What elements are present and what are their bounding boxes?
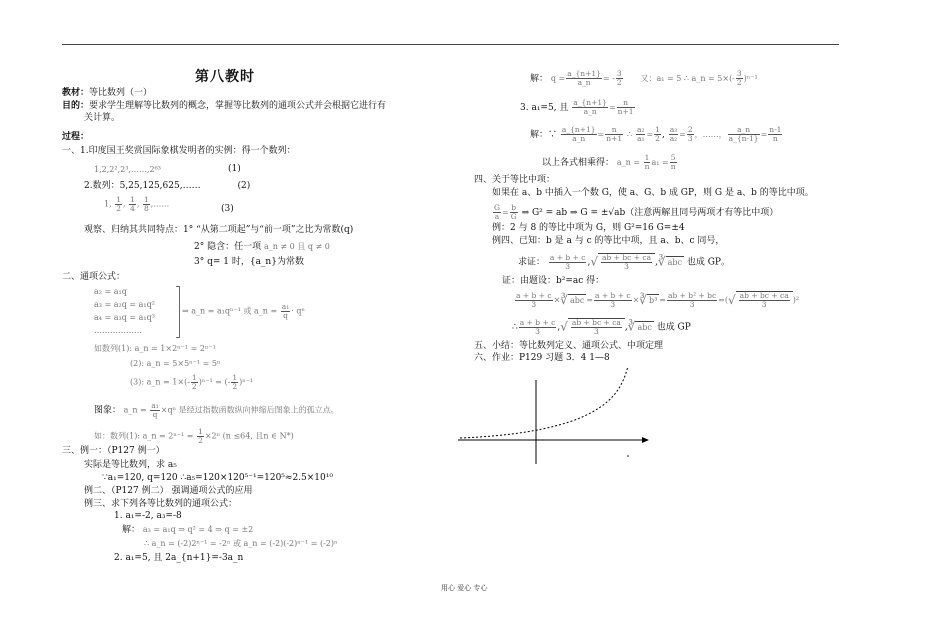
formula-result-tail: · qⁿ [291,306,305,316]
right-solution-also: 又：a₁ = 5 ∴ a_n = 5×(- [640,74,735,83]
right-item-3-head: 3. a₁=5, 且 [520,103,569,113]
example-3-solution-1 [122,524,253,536]
section-4-frac-line: $\frac{G}{a}$ = $\frac{b}{G}$ ⇒ G² = ab ⇒ G = ±√ab（注意两解且同号两项才有等比中项） [494,203,779,221]
graph-curve [460,366,628,438]
graph-example: 如：数列(1): a_n = 2ⁿ⁻¹ = $\frac{1}{2}$ ×2ⁿ (n ≤64, 且n ∈ N*) [94,427,294,445]
graph-formula: a_n = [123,405,147,415]
right-item-3-eq: = [608,103,616,112]
right-item-3-product-label: 以上各式相乘得： [542,158,615,168]
graph-line: 图象： a_n = $\frac{\text{a₁}}{q}$ ×qⁿ 是经过指数函数纵向伸缩后图象上的孤立点。 [94,401,339,419]
graph-example-text: 如：数列(1): a_n = 2ⁿ⁻¹ = [94,431,194,441]
sequence-2 [84,181,250,192]
right-solution-mid: = - [602,74,615,83]
sequence-3-dots: ,…… [150,199,170,209]
goal-row [62,101,386,112]
solution-text: a₃ = a₁q ⇒ q² = 4 ⇒ q = ±2 [142,525,254,534]
section-6-homework: 六、作业：P129 习题 3．4 1—8 [474,353,610,363]
section-4-example-2: 例四、已知：b 是 a 与 c 的等比中项，且 a、b、c 同号， [492,236,725,246]
graph-desc: ×qⁿ 是经过指数函数纵向伸缩后图象上的孤立点。 [160,405,339,415]
goal-label: 目的： [62,101,90,111]
example-seq-2: (2): a_n = 5×5ⁿ⁻¹ = 5ⁿ [130,359,221,368]
sequence-1: 1,2,2²,2³,……,2⁶³ [94,165,161,174]
page-title: 第八教时 [195,69,255,85]
example-3-item-2: 2. a₁=5, 且 2a_{n+1}=-3a_n [114,553,244,563]
right-item-3-dots: ，……， [694,130,727,139]
q-one-line: 3° q= 1 时，{a_n}为常数 [194,257,304,267]
formula-brace [176,286,180,338]
material-label: 教材： [62,88,90,98]
right-item-3: 3. a₁=5, 且 $\frac{a\_\{n+1\}}{a\_n}$ = $\frac{n}{n+1}$ [520,98,634,116]
example-seq-1: 如数列(1): a_n = 1×2ⁿ⁻¹ = 2ⁿ⁻¹ [94,344,216,353]
section-3-heading: 三、例一：（P127 例一） [62,446,165,456]
section-4-conclusion-tail: 也成 GP [656,322,691,333]
sequence-3-lead: 1, [104,199,112,209]
right-solution-1: 解： q = $\frac{a\_\{n+1\}}{a\_n}$ = - $\frac{3}{2}$ 又：a₁ = 5 ∴ a_n = 5×(- $\frac{3}{2}$ )ⁿ⁻¹ [530,69,758,87]
process-heading: 过程： [62,132,90,142]
example-3-heading: 例三、求下列各等比数列的通项公式： [84,499,238,509]
section-4-proof: 证：由题设：b²=ac 得： [502,276,605,286]
example-seq-3-b: )ⁿ⁻¹ = (- [198,377,231,387]
hidden-line [194,241,330,253]
section-4-prove-tail: 也成 GP。 [686,257,730,268]
formula-line-1: a₂ = a₁q [94,287,127,296]
graph-x-arrow [642,437,649,443]
sequence-2-number: (2) [237,181,251,191]
section-4-conclusion: ∴ $\frac{a + b + c}{3}$ ,√ $\frac{ab + bc + ca}{3}$ ,∛ abc 也成 GP [512,317,691,336]
example-seq-3-a: (3): a_n = 1×(- [130,377,190,387]
page-footer: 用心 爱心 专心 [441,584,488,592]
hidden-condition: a_n ≠ 0 且 q ≠ 0 [263,242,330,251]
section-4-prove: 求证： $\frac{a + b + c}{3}$ ,√ $\frac{ab + bc + ca}{3}$ ,∛ abc 也成 GP。 [518,252,730,271]
graph-example-tail: ×2ⁿ (n ≤64, 且n ∈ N*) [204,431,294,441]
example-seq-3-c: )ⁿ⁻¹ [239,377,254,387]
material-row [62,88,152,99]
graph-label: 图象： [94,405,122,416]
right-solution-label: 解： [530,74,549,84]
formula-result-text: ⇒ a_n = a₁qⁿ⁻¹ 或 a_n = [182,306,278,316]
observe-line: 观察、归纳其共同特点：1° “从第二项起”与“前一项”之比为常数(q) [84,225,354,235]
example-2-heading: 例二、（P127 例二） 强调通项公式的应用 [84,486,253,496]
example-3-solution-1b: ∴ a_n = (-2)2ⁿ⁻¹ = -2ⁿ 或 a_n = (-2)(-2)ⁿ⁻¹ = (-2)ⁿ [144,539,338,548]
section-4-proof-equation: $\frac{a + b + c}{3}$ ×∛ abc = $\frac{a + b + c}{3}$ ×∛ b³ = $\frac{\text{ab + b² + bc}}{3}$ =(√ $\frac{ab + bc + ca}{3}$ )² [516,291,800,309]
header-rule [62,44,839,45]
section-4-heading: 四、关于等比中项： [474,175,556,185]
section-3-line-3: ∵a₁=120, q=120 ∴a₅=120×120⁵⁻¹=120⁵≈2.5×10¹⁰ [102,473,333,483]
solution-label: 解： [122,525,141,535]
sequence-3: 1, $\frac{1}{2}$ , $\frac{1}{4}$ , $\frac{1}{8}$ ,…… [104,195,170,213]
exponential-graph [450,360,650,465]
goal-text-2: 关计算。 [84,113,121,123]
sequence-1-number: (1) [228,164,241,174]
sequence-3-number: (3) [221,204,234,214]
formula-line-4: ……………… [94,326,142,335]
graph-tick [627,455,629,457]
formula-result: ⇒ a_n = a₁qⁿ⁻¹ 或 a_n = $\frac{\text{a₁}}{q}$ · qⁿ [182,302,305,320]
section-4-frac-text: ⇒ G² = ab ⇒ G = ±√ab（注意两解且同号两项才有等比中项） [521,208,779,218]
right-solution-q: q = [550,74,566,83]
goal-text: 要求学生理解等比数列的概念，掌握等比数列的通项公式并会根据它进行有 [89,101,387,111]
example-seq-3: (3): a_n = 1×(- $\frac{1}{2}$ )ⁿ⁻¹ = (- $\frac{1}{2}$ )ⁿ⁻¹ [130,373,254,391]
right-solution-end: )ⁿ⁻¹ [743,74,758,83]
hidden-label: 2° 隐含：任一项 [194,242,262,252]
example-3-item-1: 1. a₁=-2, a₃=-8 [114,511,182,521]
right-item-3-sol-label: 解：∵ [530,130,558,140]
section-4-line-1: 如果在 a、b 中插入一个数 G，使 a、G、b 成 GP，则 G 是 a、b 的等比中项。 [492,188,814,198]
section-3-line-2: 实际是等比数列，求 a₅ [84,460,177,470]
right-item-3-sol-mid: ∴ [627,130,633,139]
formula-line-3: a₄ = a₃q = a₁q³ [94,313,155,322]
section-4-example-1: 例：2 与 8 的等比中项为 G，则 G²=16 G=±4 [492,223,685,233]
right-item-3-product: 以上各式相乘得： a_n = $\frac{1}{n}$ a₁ = $\frac{5}{n}$ [542,153,676,171]
section-1-heading: 一、1.印度国王奖赏国际象棋发明者的实例：得一个数列： [62,146,296,156]
right-item-3-solution: 解：∵ $\frac{a\_\{n+1\}}{a\_n}$ = $\frac{n}{n+1}$ ∴ $\frac{\text{a₂}}{\text{a₁}}$ = $\frac{1}{2}$ , $\frac{\text{a₃}}{\text{a₂}}$ = $\frac{2}{3}$ ，……， $\frac{a\_n}{a\_\{n-1\}}$ = $\frac{n-1}{n}$ [530,125,782,143]
section-4-prove-label: 求证： [518,257,546,268]
right-item-3-product-res: a_n = [616,158,643,167]
section-5-summary: 五、小结：等比数列定义、通项公式、中项定理 [474,341,664,351]
material-text: 等比数列（一） [89,88,153,98]
sequence-2-text: 2.数列：5,25,125,625,…… [84,181,201,191]
formula-line-2: a₃ = a₂q = a₁q² [94,300,155,309]
section-2-heading: 二、通项公式： [62,272,126,282]
